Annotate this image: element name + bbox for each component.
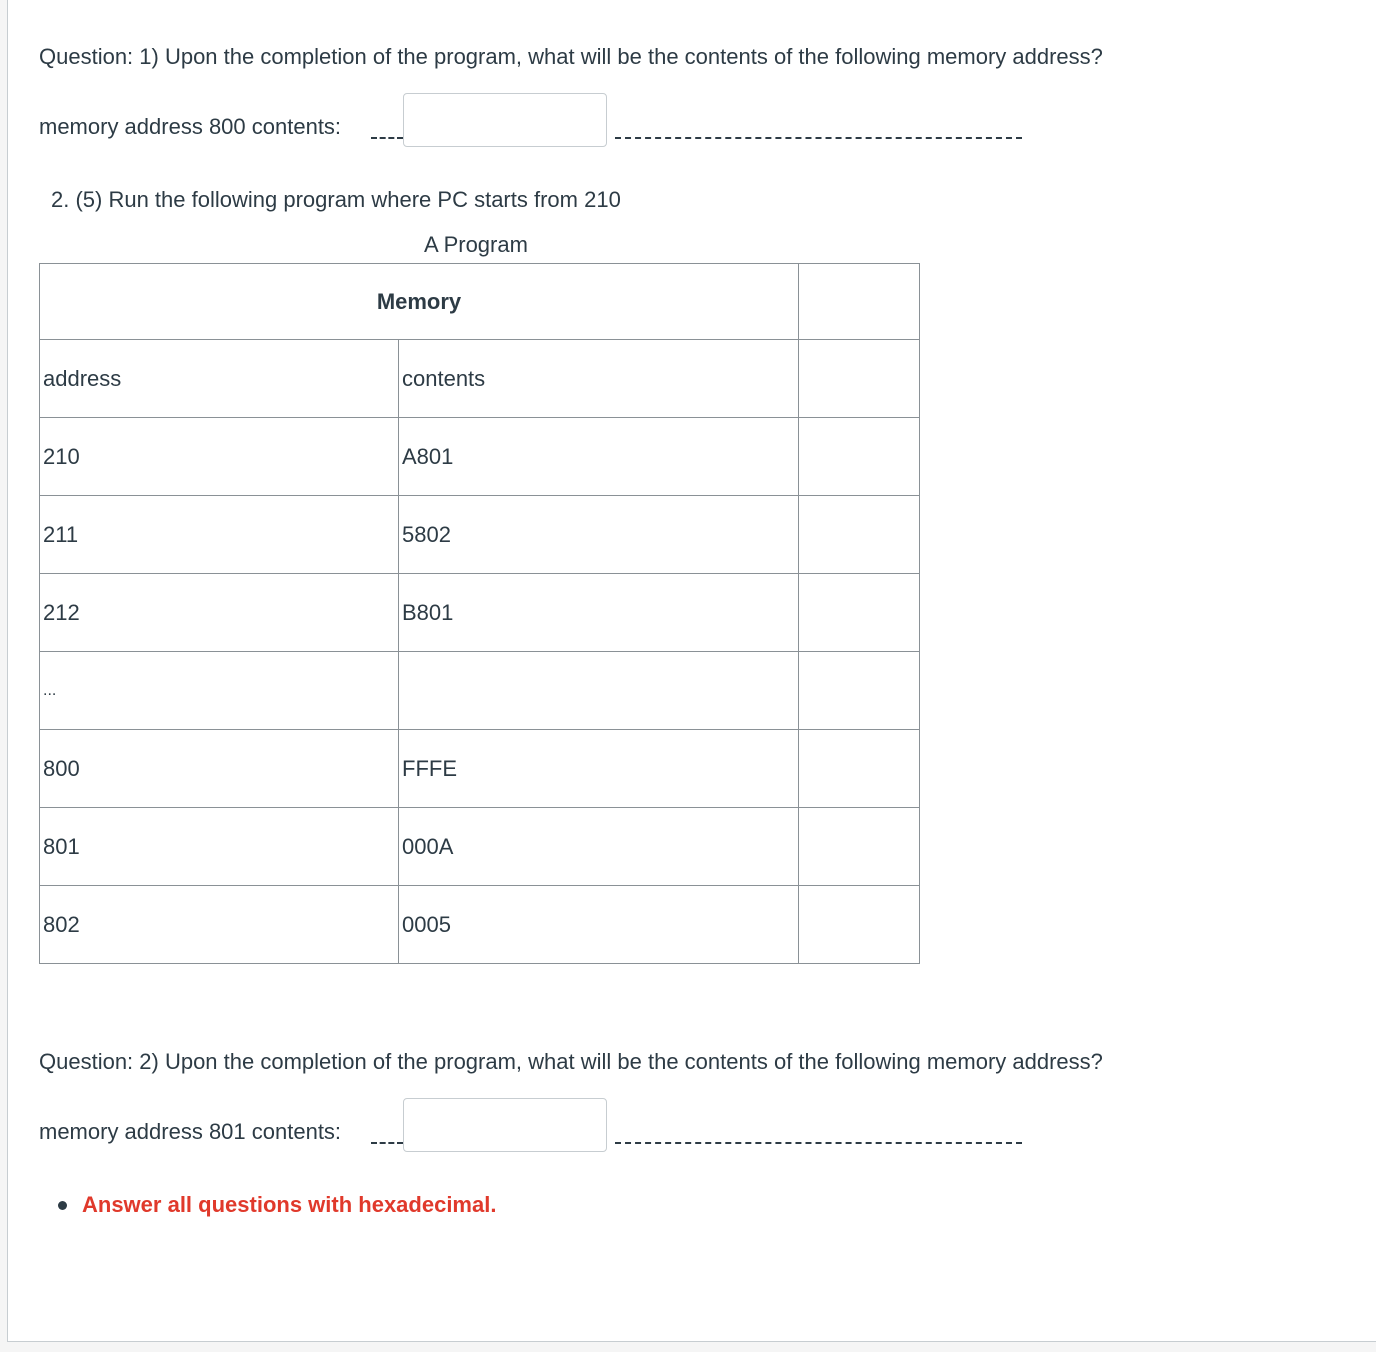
- contents-cell: A801: [399, 418, 799, 496]
- question-panel: [7, 0, 1376, 1342]
- blank-dash-left: [371, 1142, 403, 1144]
- note-list-item: [56, 1192, 496, 1218]
- blank-dash-left: [371, 137, 403, 139]
- address-cell: 210: [40, 418, 399, 496]
- question-2-text: Question: 2) Upon the completion of the program, what will be the contents of the following memory address?: [39, 1049, 1103, 1074]
- blank-dash-right: [615, 1142, 1022, 1144]
- address-cell: 802: [40, 886, 399, 964]
- table-cell-empty: [799, 652, 920, 730]
- address-cell: 212: [40, 574, 399, 652]
- table-cell-empty: [799, 886, 920, 964]
- table-row: [40, 418, 920, 496]
- table-cell-empty: [799, 808, 920, 886]
- program-caption: A Program: [424, 232, 528, 257]
- table-row: [40, 574, 920, 652]
- address-cell: 801: [40, 808, 399, 886]
- table-cell-empty: [799, 574, 920, 652]
- table-row: [40, 652, 920, 730]
- question-1-answer-label: memory address 800 contents:: [39, 114, 342, 139]
- table-cell-empty: [799, 730, 920, 808]
- bullet-icon: [58, 1201, 67, 1210]
- table-title-row: [40, 264, 920, 340]
- program-intro: 2. (5) Run the following program where PC starts from 210: [51, 187, 621, 212]
- table-row: [40, 886, 920, 964]
- memory-title: Memory: [40, 264, 799, 340]
- answer-input-801[interactable]: [403, 1098, 607, 1152]
- contents-cell: [399, 652, 799, 730]
- table-row: [40, 730, 920, 808]
- contents-header: contents: [399, 340, 799, 418]
- question-2-answer-label: memory address 801 contents:: [39, 1119, 342, 1144]
- contents-cell: FFFE: [399, 730, 799, 808]
- address-cell: ...: [40, 652, 399, 730]
- question-1-text: Question: 1) Upon the completion of the program, what will be the contents of the following memory address?: [39, 44, 1103, 69]
- contents-cell: 5802: [399, 496, 799, 574]
- contents-cell: 000A: [399, 808, 799, 886]
- hexadecimal-note: Answer all questions with hexadecimal.: [82, 1192, 497, 1217]
- answer-input-800[interactable]: [403, 93, 607, 147]
- table-row: [40, 496, 920, 574]
- address-cell: 800: [40, 730, 399, 808]
- contents-cell: B801: [399, 574, 799, 652]
- table-cell-empty: [799, 264, 920, 340]
- blank-dash-right: [615, 137, 1022, 139]
- contents-cell: 0005: [399, 886, 799, 964]
- table-row: [40, 808, 920, 886]
- address-header: address: [40, 340, 399, 418]
- table-header-row: [40, 340, 920, 418]
- address-cell: 211: [40, 496, 399, 574]
- table-cell-empty: [799, 418, 920, 496]
- memory-table: [39, 263, 920, 964]
- extra-header: [799, 340, 920, 418]
- table-cell-empty: [799, 496, 920, 574]
